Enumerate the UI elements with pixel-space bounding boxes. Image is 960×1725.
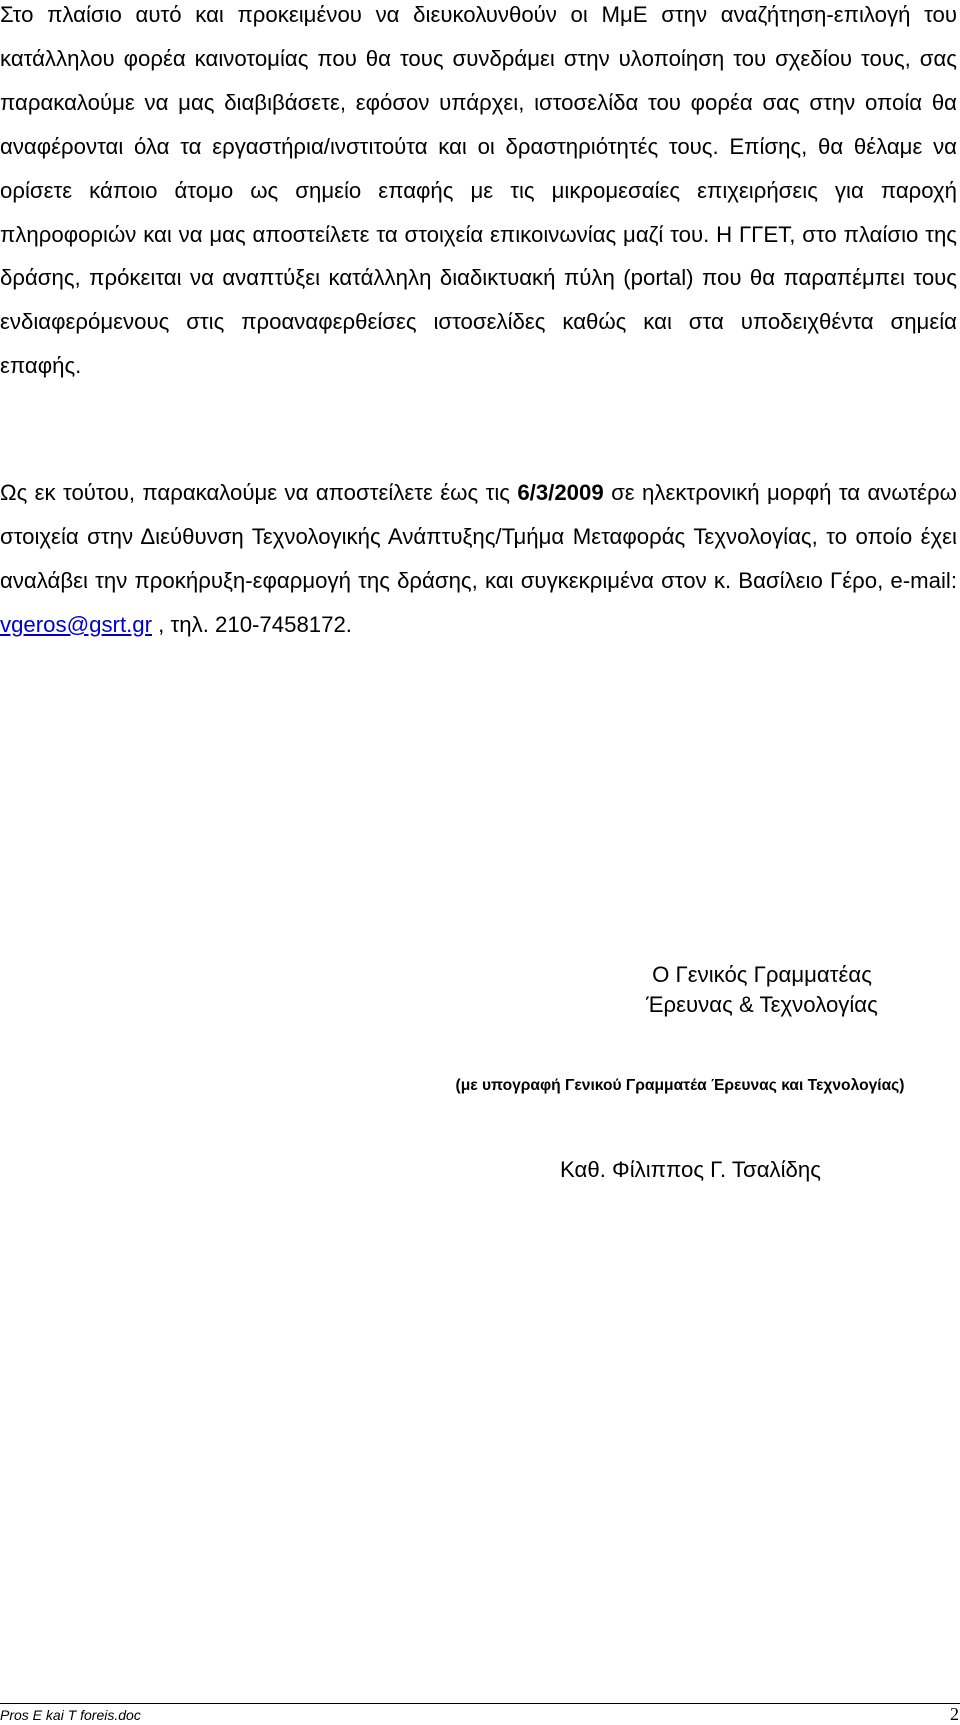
- paragraph-2-body: σε ηλεκτρονική μορφή τα ανωτέρω στοιχεία στην Διεύθυνση Τεχνολογικής Ανάπτυξης/Τμήμα Μεταφοράς Τεχνολογίας, το οποίο έχει αναλάβει την προκήρυξη-εφαρμογή της δράσης, και συγκεκριμένα στον κ. Βασίλειο Γέρο, e-mail:: [0, 480, 957, 593]
- email-link[interactable]: vgeros@gsrt.gr: [0, 611, 152, 637]
- paragraph-2-phone: , τηλ. 210-7458172.: [152, 611, 352, 637]
- footer-divider: [0, 1703, 960, 1704]
- footer-page-number: 2: [950, 1704, 959, 1724]
- signatory-title-line-1: Ο Γενικός Γραμματέας: [652, 962, 872, 987]
- deadline-date: 6/3/2009: [517, 480, 604, 505]
- paragraph-2-intro: Ως εκ τούτου, παρακαλούμε να αποστείλετε έως τις: [0, 480, 518, 505]
- signature-note: (με υπογραφή Γενικού Γραμματέα Έρευνας και Τεχνολογίας): [455, 1077, 905, 1094]
- body-paragraph-2: [0, 471, 957, 647]
- signatory-title-line-2: Έρευνας & Τεχνολογίας: [646, 992, 878, 1017]
- footer-filename: Pros E kai T foreis.doc: [0, 1707, 141, 1723]
- body-paragraph-1: Στο πλαίσιο αυτό και προκειμένου να διευκολυνθούν οι ΜμΕ στην αναζήτηση-επιλογή του κατάλληλου φορέα καινοτομίας που θα τους συνδράμει στην υλοποίηση του σχεδίου τους, σας παρακαλούμε να μας διαβιβάσετε, εφόσον υπάρχει, ιστοσελίδα του φορέα σας στην οποία θα αναφέρονται όλα τα εργαστήρια/ινστιτούτα και οι δραστηριότητές τους. Επίσης, θα θέλαμε να ορίσετε κάποιο άτομο ως σημείο επαφής με τις μικρομεσαίες επιχειρήσεις για παροχή πληροφοριών και να μας αποστείλετε τα στοιχεία επικοινωνίας μαζί του. Η ΓΓΕΤ, στο πλαίσιο της δράσης, πρόκειται να αναπτύξει κατάλληλη διαδικτυακή πύλη (portal) που θα παραπέμπει τους ενδιαφερόμενους στις προαναφερθείσες ιστοσελίδες καθώς και στα υποδειχθέντα σημεία επαφής.: [0, 2, 957, 379]
- signatory-name: Καθ. Φίλιππος Γ. Τσαλίδης: [560, 1157, 821, 1182]
